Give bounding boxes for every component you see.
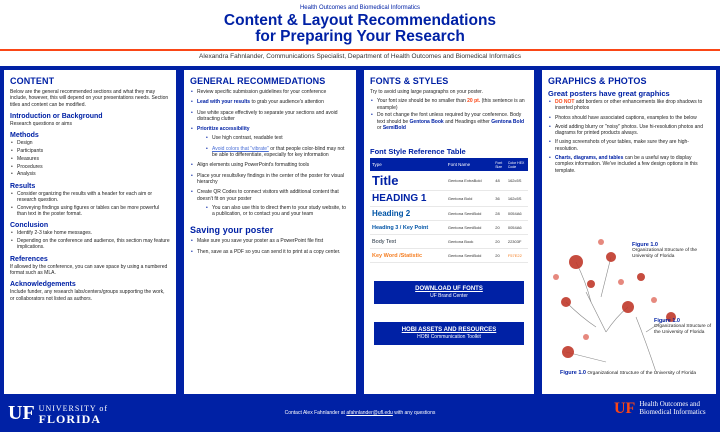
hobi-assets-button[interactable] bbox=[374, 322, 524, 345]
list-item: • Make sure you save your poster as a PowerPoint file first bbox=[190, 238, 350, 244]
uf-monogram: UF bbox=[8, 402, 35, 424]
list-item bbox=[370, 112, 528, 131]
cell-font: Gentona Bold bbox=[446, 191, 493, 207]
cell-type: Title bbox=[370, 171, 446, 191]
table-row bbox=[370, 235, 528, 249]
uf-monogram: UF bbox=[614, 400, 636, 417]
recommendations-column bbox=[184, 70, 356, 394]
recommendations-list bbox=[190, 89, 350, 217]
contact-email-link[interactable]: afahnlander@ufl.edu bbox=[346, 410, 393, 416]
references-text: If allowed by the conference, you can save space by using a numbered format such as MLA. bbox=[10, 263, 168, 277]
methods-heading: Methods bbox=[10, 132, 39, 140]
content-intro: Below are the general recommended sections and what they may include, however, this will depend on your presentations needs. Section titles and content can be modified. bbox=[10, 89, 169, 108]
author-line: Alexandra Fahnlander, Communications Specialist, Department of Health Outcomes and Biomedical Informatics bbox=[0, 49, 720, 62]
list-item bbox=[190, 126, 350, 158]
button-subtitle: HOBI Communication Toolkit bbox=[417, 334, 481, 341]
hobi-wordmark bbox=[639, 400, 705, 416]
uf-wordmark-line2: FLORIDA bbox=[38, 411, 102, 426]
list-item: • Conveying findings using figures or tables can be more powerful than text in the poster format. bbox=[10, 205, 170, 218]
table-row bbox=[370, 249, 528, 263]
cell-hex: 22303F bbox=[506, 235, 528, 249]
button-title: HOBI ASSETS AND RESOURCES bbox=[401, 327, 497, 334]
footer-bar bbox=[0, 396, 720, 432]
column-header: Font Size bbox=[493, 158, 506, 171]
list-item: • Avoid adding blurry or "noisy" photos. Use hi-resolution photos and diagrams for printed products always. bbox=[548, 124, 710, 137]
figure-caption-1 bbox=[632, 242, 712, 260]
list-item: • Participants bbox=[10, 148, 170, 154]
item-text: and Headings either bbox=[443, 118, 492, 125]
column-header: Font Name bbox=[446, 158, 493, 171]
item-text: Create QR Codes to connect visitors with additional content that doesn't fit on your poster bbox=[197, 189, 339, 202]
cell-font: Gentona SemiBold bbox=[446, 249, 493, 263]
cell-type: Heading 2 bbox=[370, 207, 446, 221]
column-header: Type bbox=[370, 158, 446, 171]
cell-font: Gentona SemiBold bbox=[446, 207, 493, 221]
list-item bbox=[205, 146, 350, 159]
uf-wordmark-line1: UNIVERSITY of bbox=[38, 403, 109, 413]
cell-size: 20 bbox=[493, 221, 506, 235]
results-heading: Results bbox=[10, 182, 36, 190]
figure-label: Figure 1.0 bbox=[632, 242, 658, 248]
bold-text: Gentona Bold bbox=[491, 118, 525, 125]
graphics-heading: GRAPHICS & PHOTOS bbox=[548, 76, 647, 86]
cell-hex: 0054A6 bbox=[506, 221, 528, 235]
recommendations-heading: GENERAL RECOMMEDATIONS bbox=[190, 76, 326, 86]
list-item: • Review specific submission guidelines for your conference bbox=[190, 89, 350, 95]
list-item bbox=[370, 98, 528, 111]
table-row bbox=[370, 191, 528, 207]
item-text: add borders or other enhancements like drop shadows to inserted photos bbox=[555, 99, 703, 112]
cell-font: Gentona Book bbox=[446, 235, 493, 249]
list-item: • Analysis bbox=[10, 171, 170, 177]
fonts-list bbox=[370, 98, 528, 131]
font-style-table bbox=[370, 158, 528, 263]
cell-hex: F57E22 bbox=[506, 249, 528, 263]
cell-size: 28 bbox=[493, 207, 506, 221]
list-item bbox=[548, 155, 710, 174]
saving-list bbox=[190, 238, 350, 255]
list-item: • If using screenshots of your tables, make sure they are high-resolution. bbox=[548, 139, 710, 152]
figure-caption-2 bbox=[654, 318, 712, 336]
content-column bbox=[4, 70, 176, 394]
methods-list bbox=[10, 140, 170, 177]
button-title: DOWNLOAD UF FONTS bbox=[415, 286, 483, 293]
figure-caption-text: Organizational Structure of the University of Florida bbox=[585, 371, 697, 376]
cell-type: HEADING 1 bbox=[370, 191, 446, 207]
cell-type: Body Text bbox=[370, 235, 446, 249]
table-heading: Font Style Reference Table bbox=[370, 147, 466, 157]
cell-type: Heading 3 / Key Point bbox=[370, 221, 446, 235]
sub-list bbox=[205, 205, 350, 218]
download-fonts-button[interactable] bbox=[374, 281, 524, 304]
table-row bbox=[370, 171, 528, 191]
cell-size: 20 bbox=[493, 249, 506, 263]
figure-caption-text: Organizational Structure of the University of Florida bbox=[654, 324, 712, 335]
bold-text: Prioritize accessibility bbox=[197, 126, 250, 133]
list-item: • Identify 2-3 take home messages. bbox=[10, 230, 170, 236]
bold-text: SemiBold bbox=[382, 124, 406, 131]
results-list bbox=[10, 191, 170, 218]
keyword-text: 20 pt. bbox=[467, 98, 481, 105]
conclusion-heading: Conclusion bbox=[10, 222, 49, 230]
cell-size: 20 bbox=[493, 235, 506, 249]
item-text: to grab your audience's attention bbox=[250, 99, 324, 106]
figure-caption-3 bbox=[560, 370, 710, 377]
contact-text: with any questions bbox=[392, 410, 436, 416]
introduction-heading: Introduction or Background bbox=[10, 112, 103, 120]
cell-size: 36 bbox=[493, 191, 506, 207]
fonts-intro: Try to avoid using large paragraphs on your poster. bbox=[370, 89, 483, 95]
button-subtitle: UF Brand Center bbox=[430, 293, 468, 300]
list-item: • Use high contrast, readable text bbox=[205, 135, 350, 141]
hobi-wordmark-line2: Biomedical Informatics bbox=[639, 408, 706, 416]
figure-label: Figure 1.0 bbox=[560, 370, 586, 376]
bold-text: Charts, diagrams, and tables bbox=[555, 155, 624, 162]
content-heading: CONTENT bbox=[10, 76, 55, 86]
contact-text: Contact Alex Fahnlander at bbox=[284, 410, 347, 416]
acknowledgements-heading: Acknowledgements bbox=[10, 281, 76, 289]
title-line-1: Content & Layout Recommendations bbox=[223, 12, 497, 29]
cell-hex: 162c5S bbox=[506, 191, 528, 207]
list-item: • Measures bbox=[10, 156, 170, 162]
hobi-wordmark-line1: Health Outcomes and bbox=[639, 400, 700, 408]
list-item bbox=[190, 99, 350, 105]
graphics-subheading: Great posters have great graphics bbox=[548, 89, 670, 98]
cell-font: Gentona SemiBold bbox=[446, 221, 493, 235]
vibrate-link[interactable]: Avoid colors that "vibrate" bbox=[212, 145, 269, 152]
cell-hex: 162c5S bbox=[506, 171, 528, 191]
bold-text: Lead with your results bbox=[197, 99, 251, 106]
item-text: Your font size should be no smaller than bbox=[377, 98, 468, 105]
poster-title bbox=[0, 13, 720, 45]
bold-text: Gentona Book bbox=[409, 118, 444, 125]
table-row bbox=[370, 221, 528, 235]
list-item: • Place your results/key findings in the center of the poster for visual hierarchy bbox=[190, 173, 350, 186]
sub-list bbox=[205, 135, 350, 158]
column-header: Color HEX Code bbox=[506, 158, 528, 171]
list-item: • Design bbox=[10, 140, 170, 146]
acknowledgements-text: Include funder, any research labs/centers/groups supporting the work, or collaborators not listed as authors. bbox=[10, 289, 165, 302]
hobi-logo bbox=[614, 400, 706, 418]
figure-caption-text: Organizational Structure of the University of Florida bbox=[632, 248, 698, 259]
cell-font: Gentona ExtraBold bbox=[446, 171, 493, 191]
list-item: • Use white space effectively to separate your sections and avoid distracting clutter bbox=[190, 110, 350, 123]
contact-line bbox=[0, 410, 720, 416]
list-item: • Depending on the conference and audience, this section may feature implications. bbox=[10, 238, 170, 251]
cell-size: 48 bbox=[493, 171, 506, 191]
list-item: • Procedures bbox=[10, 164, 170, 170]
list-item bbox=[548, 99, 710, 112]
cell-type: Key Word /Statistic bbox=[370, 249, 446, 263]
cell-hex: 0054A6 bbox=[506, 207, 528, 221]
list-item: • Consider organizing the results with a header for each aim or research question. bbox=[10, 191, 170, 204]
list-item bbox=[190, 189, 350, 217]
item-text: Do not change the font unless required by your conference. Body text should be bbox=[377, 112, 522, 125]
list-item: • Align elements using PowerPoint's formatting tools bbox=[190, 162, 350, 168]
title-line-2: for Preparing Your Research bbox=[255, 28, 465, 45]
figure-label: Figure 1.0 bbox=[654, 318, 680, 324]
item-text: (this sentence is an example) bbox=[377, 98, 525, 111]
references-heading: References bbox=[10, 255, 48, 263]
fonts-heading: FONTS & STYLES bbox=[370, 76, 449, 86]
introduction-text: Research questions or aims bbox=[10, 120, 72, 127]
list-item: • Photos should have associated captions, examples to the below bbox=[548, 115, 710, 121]
list-item: • You can also use this to direct them to your study website, to a publication, or to contact you and your team bbox=[205, 205, 350, 218]
table-row bbox=[370, 207, 528, 221]
table-header-row bbox=[370, 158, 528, 171]
conclusion-list bbox=[10, 230, 170, 250]
item-text: or that people color-blind may not be able to differentiate, especially for key information bbox=[212, 145, 345, 159]
fonts-column bbox=[364, 70, 534, 394]
graphics-list bbox=[548, 99, 710, 174]
saving-heading: Saving your poster bbox=[190, 225, 274, 236]
keyword-text: DO NOT bbox=[555, 99, 575, 105]
item-text: can be a useful way to display complex information. We've included a few design options in this template. bbox=[555, 155, 698, 174]
department-label: Health Outcomes and Biomedical Informatics bbox=[299, 5, 421, 11]
item-text: or bbox=[377, 124, 383, 131]
list-item: • Then, save as a PDF so you can send it to print at a copy center. bbox=[190, 249, 350, 255]
